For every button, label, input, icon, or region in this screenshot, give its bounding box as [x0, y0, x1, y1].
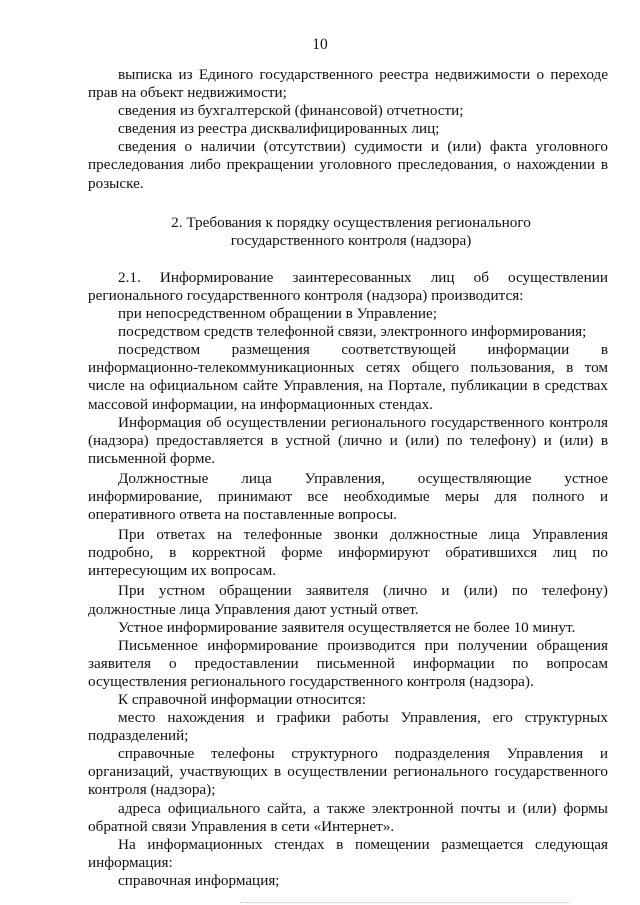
page-number: 10: [312, 36, 328, 53]
section-heading: [88, 214, 608, 250]
paragraph-direct-appeal: при непосредственном обращении в Управление;: [118, 305, 438, 323]
paragraph-oral-written-form: Информация об осуществлении регионального государственного контроля (надзора) предоставляется в устной (лично и (или) по телефону) и (или) в письменной форме.: [88, 413, 608, 467]
paragraph-oral-appeal: При устном обращении заявителя (лично и (или) по телефону) должностные лица Управления дают устный ответ.: [88, 582, 608, 618]
paragraph-phone-answers: При ответах на телефонные звонки должностные лица Управления подробно, в корректной форме информируют обратившихся лиц по интересующим их вопросам.: [88, 526, 608, 580]
paragraph-officials-measures: Должностные лица Управления, осуществляющие устное информирование, принимают все необходимые меры для полного и оперативного ответа на поставленные вопросы.: [88, 469, 608, 524]
paragraph-disqualified-registry: сведения из реестра дисквалифицированных лиц;: [118, 120, 440, 138]
paragraph-written-info: Письменное информирование производится при получении обращения заявителя о предоставлении письменной информации по вопросам осуществления регионального государственного контроля (надзора).: [88, 636, 608, 690]
paragraph-posting-info: посредством размещения соответствующей информации в информационно-телекоммуникационных сетях общего пользования, в том числе на официальном сайте Управления, на Портале, публикации в средствах массовой информации, на информационных стендах.: [88, 341, 608, 413]
paragraph-ten-minutes: Устное информирование заявителя осуществляется не более 10 минут.: [118, 618, 576, 636]
section-heading-line-2: государственного контроля (надзора): [230, 231, 472, 249]
paragraph-info-stands: На информационных стендах в помещении размещается следующая информация:: [88, 835, 608, 871]
paragraph-location-schedule: место нахождения и графики работы Управления, его структурных подразделений;: [88, 709, 608, 745]
paragraph-reference-phones: справочные телефоны структурного подразделения Управления и организаций, участвующих в осуществлении регионального государственного контроля (надзора);: [88, 745, 608, 799]
paragraph-reference-info-heading: К справочной информации относится:: [118, 691, 366, 708]
paragraph-reference-info: справочная информация;: [118, 871, 280, 889]
document-body: [88, 66, 608, 890]
paragraph-2-1: 2.1. Информирование заинтересованных лиц об осуществлении регионального государственного контроля (надзора) производится:: [88, 268, 608, 304]
paragraph-website-email: адреса официального сайта, а также электронной почты и (или) формы обратной связи Управления в сети «Интернет».: [88, 799, 608, 835]
paragraph-accounting-info: сведения из бухгалтерской (финансовой) отчетности;: [118, 102, 464, 120]
paragraph-phone-electronic: посредством средств телефонной связи, электронного информирования;: [118, 323, 587, 341]
paragraph-criminal-record: сведения о наличии (отсутствии) судимости и (или) факта уголовного преследования либо прекращении уголовного преследования, о нахождении в розыске.: [88, 138, 608, 192]
section-heading-line-1: 2. Требования к порядку осуществления регионального: [171, 213, 531, 231]
paragraph-extract-registry: выписка из Единого государственного реестра недвижимости о переходе прав на объект недвижимости;: [88, 66, 608, 102]
